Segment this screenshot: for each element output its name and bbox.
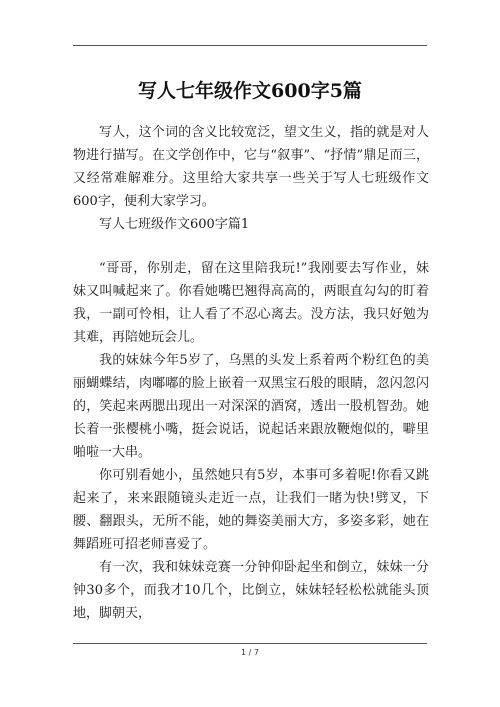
body-paragraph-3: 你可别看她小，虽然她只有5岁，本事可多着呢!你看又跳起来了，来来跟随镜头走近一点，让我们一睹为快!劈叉，下腰、翻跟头，无所不能，她的舞姿美丽大方，多姿多彩，她在舞蹈班可招老师喜爱了。: [73, 468, 429, 552]
body-paragraph-4: 有一次，我和妹妹竞赛一分钟仰卧起坐和倒立，妹妹一分钟30多个，而我才10几个，比倒立，妹妹轻轻松松就能头顶地，脚朝天，: [73, 560, 429, 621]
body-paragraph-2: 我的妹妹今年5岁了，乌黑的头发上系着两个粉红色的美丽蝴蝶结，肉嘟嘟的脸上嵌着一双黑宝石般的眼睛，忽闪忽闪的，笑起来两腮出现出一对深深的酒窝，透出一股机智劲。她长着一张樱桃小嘴，挺会说话，说起话来跟放鞭炮似的，噼里啪啦一大串。: [73, 353, 429, 460]
body-paragraph-1: “哥哥，你别走，留在这里陪我玩!”我刚要去写作业，妹妹又叫喊起来了。你看她嘴巴翘得高高的，两眼直勾勾的盯着我，一副可怜相，让人看了不忍心离去。没方法，我只好勉为其难，再陪她玩会儿。: [73, 261, 429, 345]
blank-line: [73, 236, 429, 257]
footer-divider: [73, 643, 427, 644]
header-divider: [73, 45, 427, 46]
document-title: 写人七年级作文600字5篇: [138, 80, 362, 102]
section-heading: 写人七班级作文600字篇1: [99, 217, 250, 232]
intro-paragraph: 写人，这个词的含义比较宽泛，望文生义，指的就是对人物进行描写。在文学创作中，它与“叙事”、“抒情”鼎足而三，又经常难解难分。这里给大家共享一些关于写人七班级作文600字，便利大家学习。: [73, 125, 429, 209]
document-body: [73, 121, 429, 625]
page-number: 1 / 7: [241, 648, 259, 657]
